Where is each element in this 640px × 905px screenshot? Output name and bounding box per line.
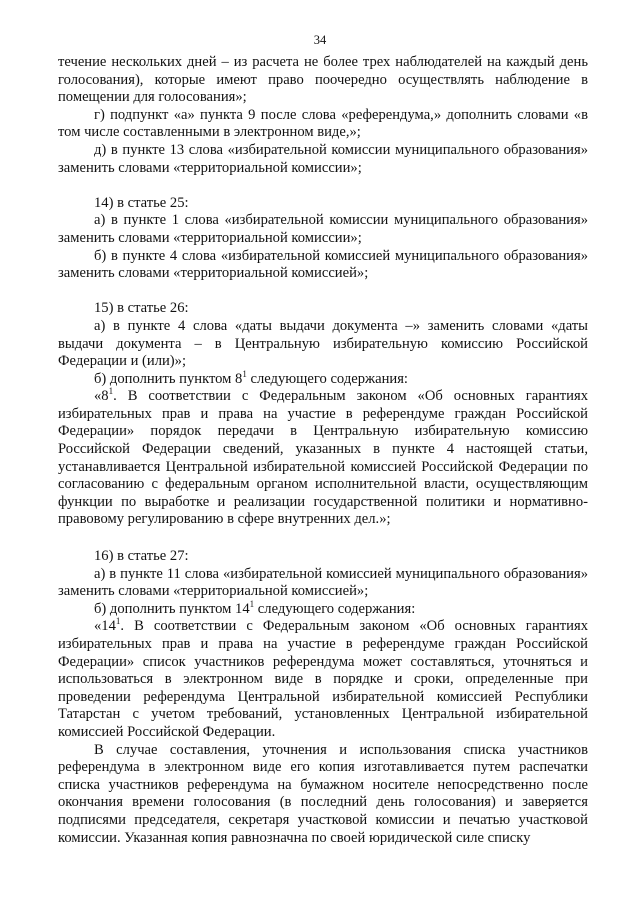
page-number: 34 — [313, 33, 327, 47]
heading-article-25: 14) в статье 25: — [94, 194, 189, 211]
heading-article-27: 16) в статье 27: — [94, 548, 189, 565]
paragraph-clause-14-1: «$14^1$. В соответствии с Федеральным законом «Об основных гарантиях избирательных прав и права на участие в референдуме граждан Российской Федерации» список участников референдума может составляться, уточняться и использоваться в электронном виде в порядке и сроки, определенные при проведении референдума Центральной избирательной комиссией Республики Татарстан с учетом требований, установленных Центральной избирательной комиссией Российской Федерации. — [58, 616, 588, 740]
heading-article-26: 15) в статье 26: — [94, 300, 189, 317]
paragraph-item-d: д) в пункте 13 слова «избирательной комиссии муниципального образования» заменить словами «территориальной комиссии»; — [58, 141, 588, 176]
paragraph-article-25-a: а) в пункте 1 слова «избирательной комиссии муниципального образования» заменить словами «территориальной комиссии»; — [58, 212, 588, 246]
paragraph-article-25-b: б) в пункте 4 слова «избирательной комиссией муниципального образования» заменить словами «территориальной комиссией»; — [58, 247, 588, 282]
paragraph-item-g: г) подпункт «а» пункта 9 после слова «референдума,» дополнить словами «в том числе составленными в электронном виде,»; — [58, 106, 588, 141]
paragraph-article-26-b: б) дополнить пунктом $8^1$ следующего содержания: — [94, 368, 408, 387]
paragraph-continuation: течение нескольких дней – из расчета не более трех наблюдателей на каждый день голосования), которые имеют право поочередно осуществлять наблюдение в помещении для голосования»; — [58, 54, 588, 106]
paragraph-article-27-a: а) в пункте 11 слова «избирательной комиссией муниципального образования» заменить словами «территориальной комиссией»; — [58, 565, 588, 600]
document-body — [58, 54, 588, 847]
paragraph-clause-8-1: «$8^1$. В соответствии с Федеральным законом «Об основных гарантиях избирательных прав и права на участие в референдуме граждан Российской Федерации» порядок передачи в Центральную избирательную комиссию Российской Федерации сведений, указанных в пункте 4 настоящей статьи, устанавливается Центральной избирательной комиссией Российской Федерации по согласованию с федеральным органом исполнительной власти, осуществляющим функции по выработке и реализации государственной политики и нормативно-правовому регулированию в сфере внутренних дел.»; — [58, 386, 588, 528]
paragraph-article-26-a: а) в пункте 4 слова «даты выдачи документа –» заменить словами «даты выдачи документа – в Центральную избирательную комиссию Российской Федерации и (или)»; — [58, 317, 588, 370]
paragraph-electronic-list-copy: В случае составления, уточнения и использования списка участников референдума в электронном виде его копия изготавливается путем распечатки списка участников референдума на бумажном носителе непосредственно после окончания времени голосования (в последний день голосования) и заверяется подписями председателя, секретаря участковой комиссии и печатью участковой комиссии. Указанная копия равнозначна по своей юридической силе списку — [58, 741, 588, 846]
paragraph-article-27-b: б) дополнить пунктом $14^1$ следующего содержания: — [94, 598, 416, 617]
